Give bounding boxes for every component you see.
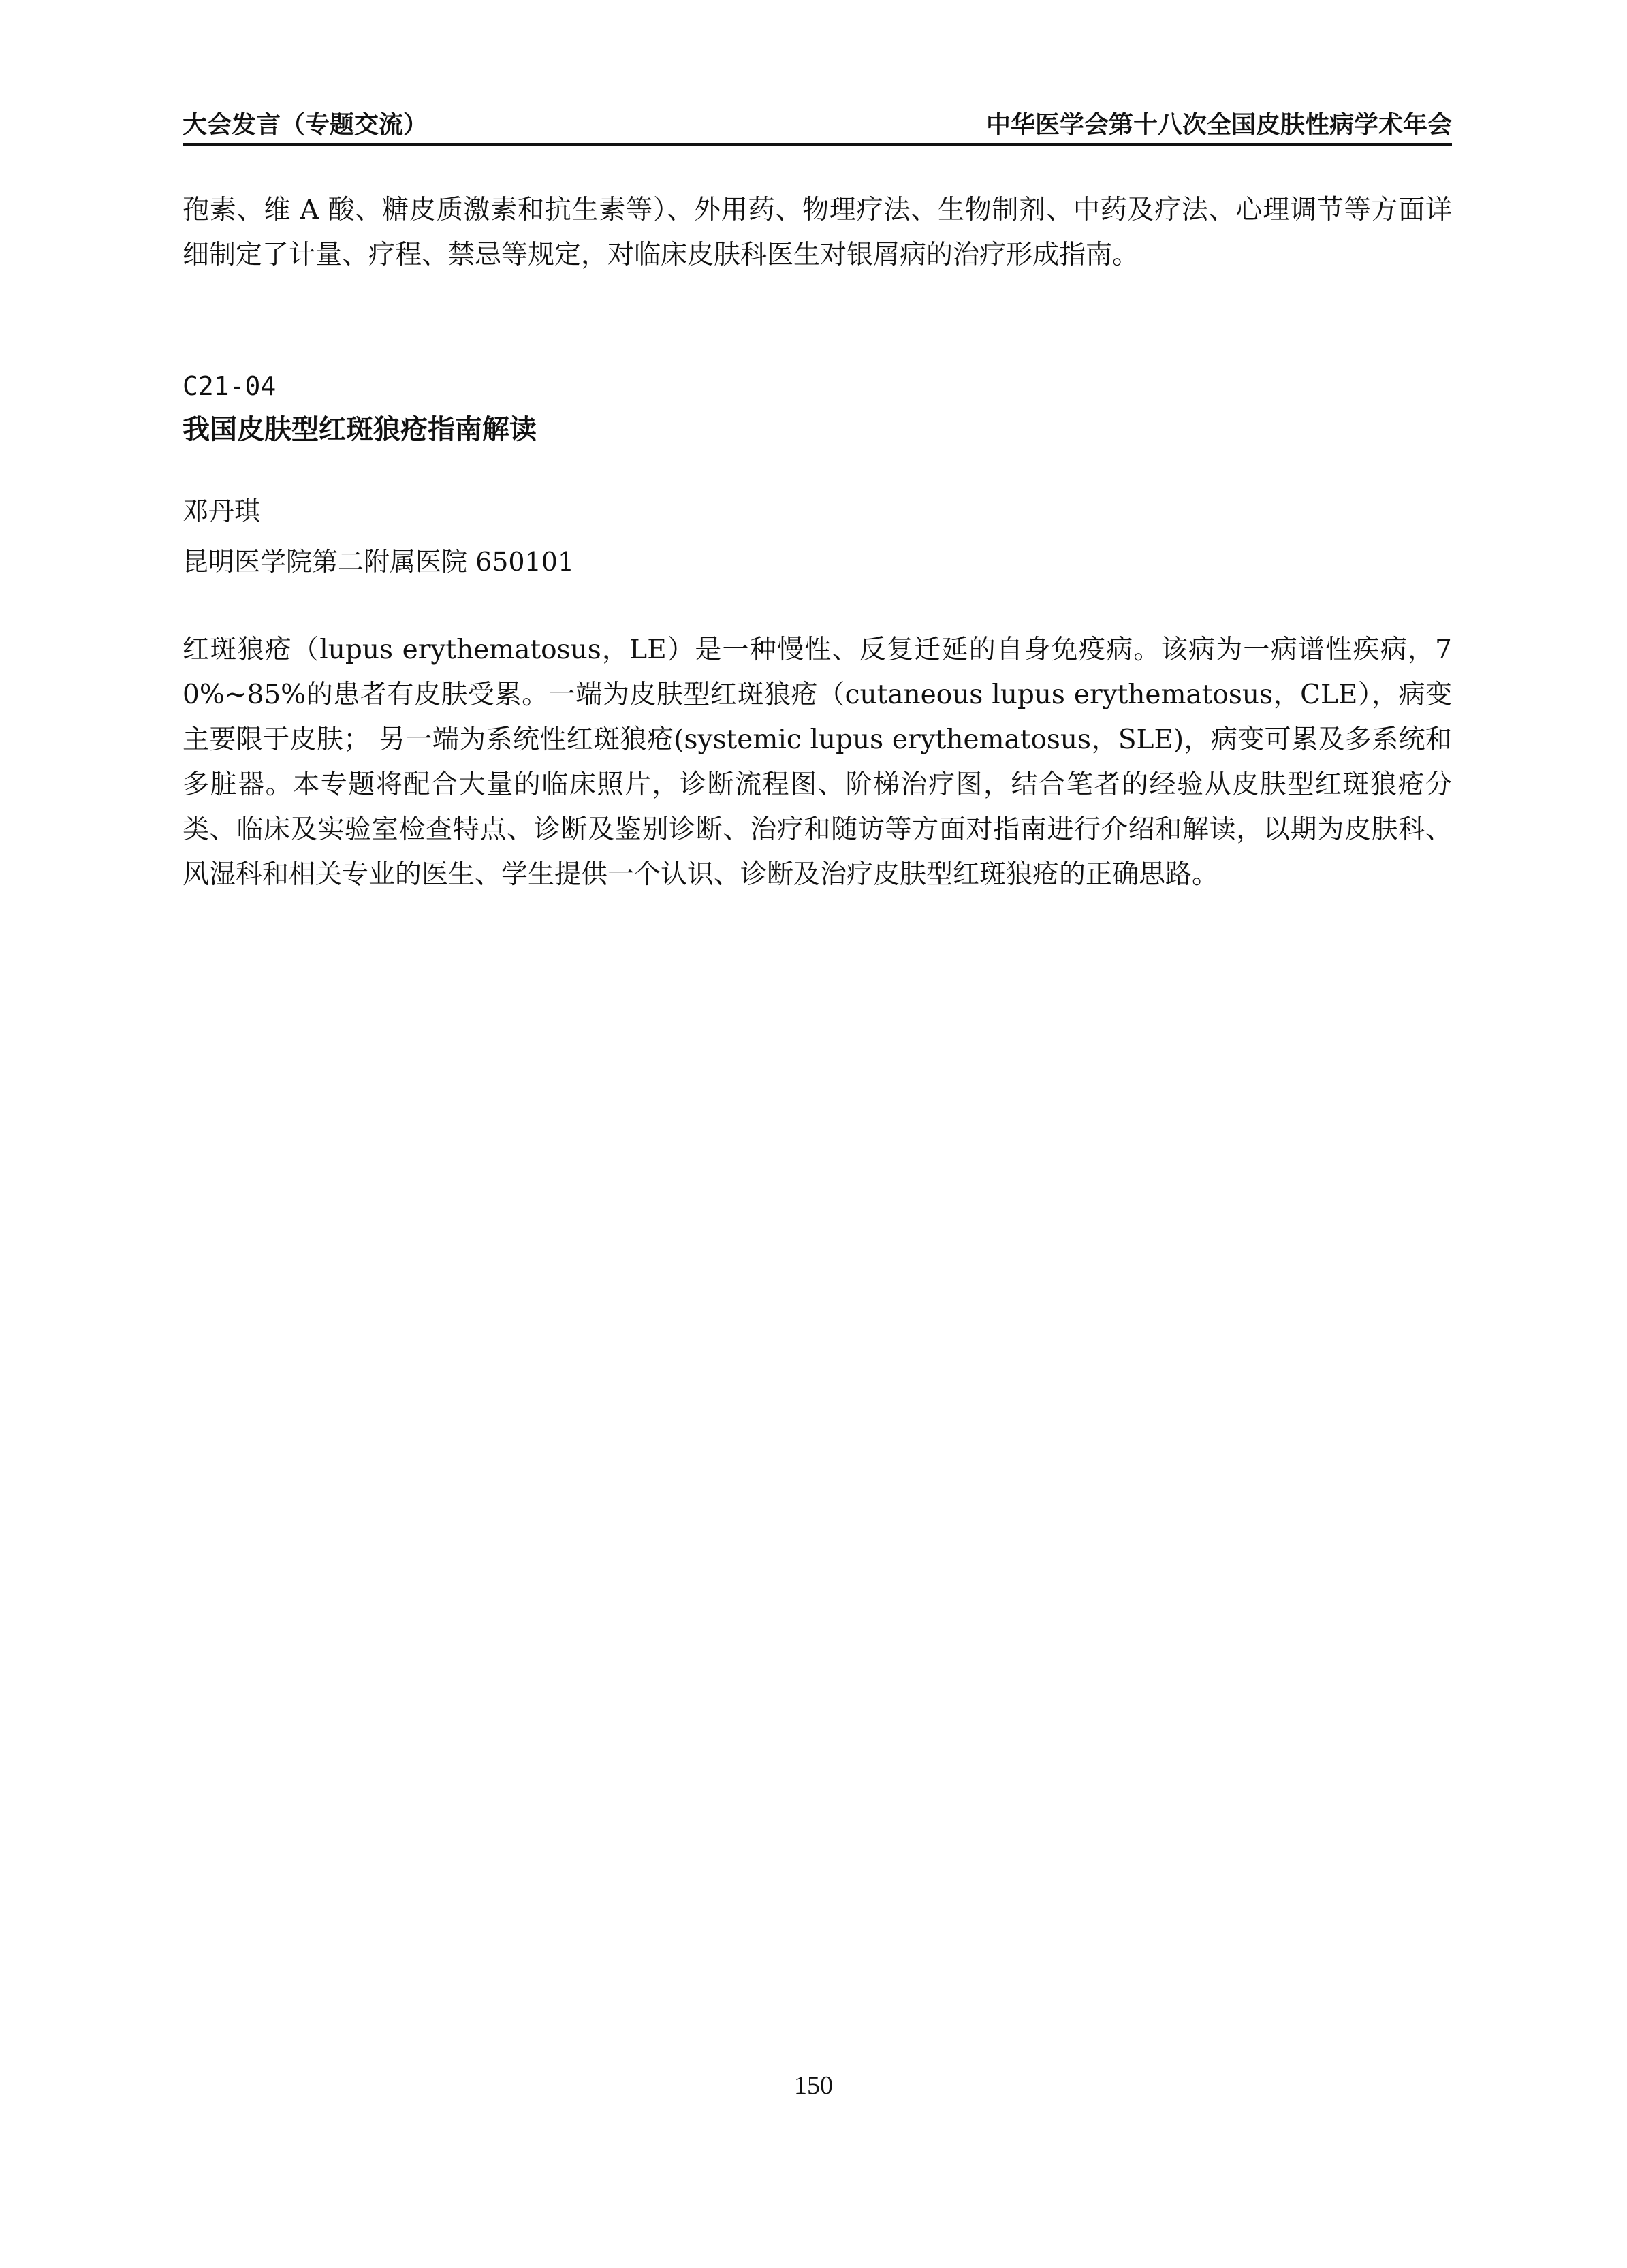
abstract-code: C21-04 xyxy=(183,371,277,401)
page-number: 150 xyxy=(794,2071,833,2100)
continued-paragraph: 孢素、维 A 酸、糖皮质激素和抗生素等）、外用药、物理疗法、生物制剂、中药及疗法、心理调节等方面详细制定了计量、疗程、禁忌等规定，对临床皮肤科医生对银屑病的治疗形成指南。 xyxy=(183,195,1452,270)
header-rule xyxy=(183,143,1452,146)
author-affiliation: 昆明医学院第二附属医院 650101 xyxy=(183,547,575,577)
abstract-title: 我国皮肤型红斑狼疮指南解读 xyxy=(183,414,537,445)
running-header xyxy=(183,108,1452,148)
abstract-body: 红斑狼疮（lupus erythematosus，LE）是一种慢性、反复迁延的自身免疫病。该病为一病谱性疾病，70%~85%的患者有皮肤受累。一端为皮肤型红斑狼疮（cutaneous lupus erythematosus，CLE），病变主要限于皮肤； 另一端为系统性红斑狼疮(systemic lupus erythematosus，SLE)，病变可累及多系统和多脏器。本专题将配合大量的临床照片，诊断流程图、阶梯治疗图，结合笔者的经验从皮肤型红斑狼疮分类、临床及实验室检查特点、诊断及鉴别诊断、治疗和随访等方面对指南进行介绍和解读，以期为皮肤科、风湿科和相关专业的医生、学生提供一个认识、诊断及治疗皮肤型红斑狼疮的正确思路。 xyxy=(183,635,1452,890)
author-name: 邓丹琪 xyxy=(183,496,261,526)
conference-name: 中华医学会第十八次全国皮肤性病学术年会 xyxy=(985,111,1452,139)
section-label: 大会发言（专题交流） xyxy=(183,111,428,139)
